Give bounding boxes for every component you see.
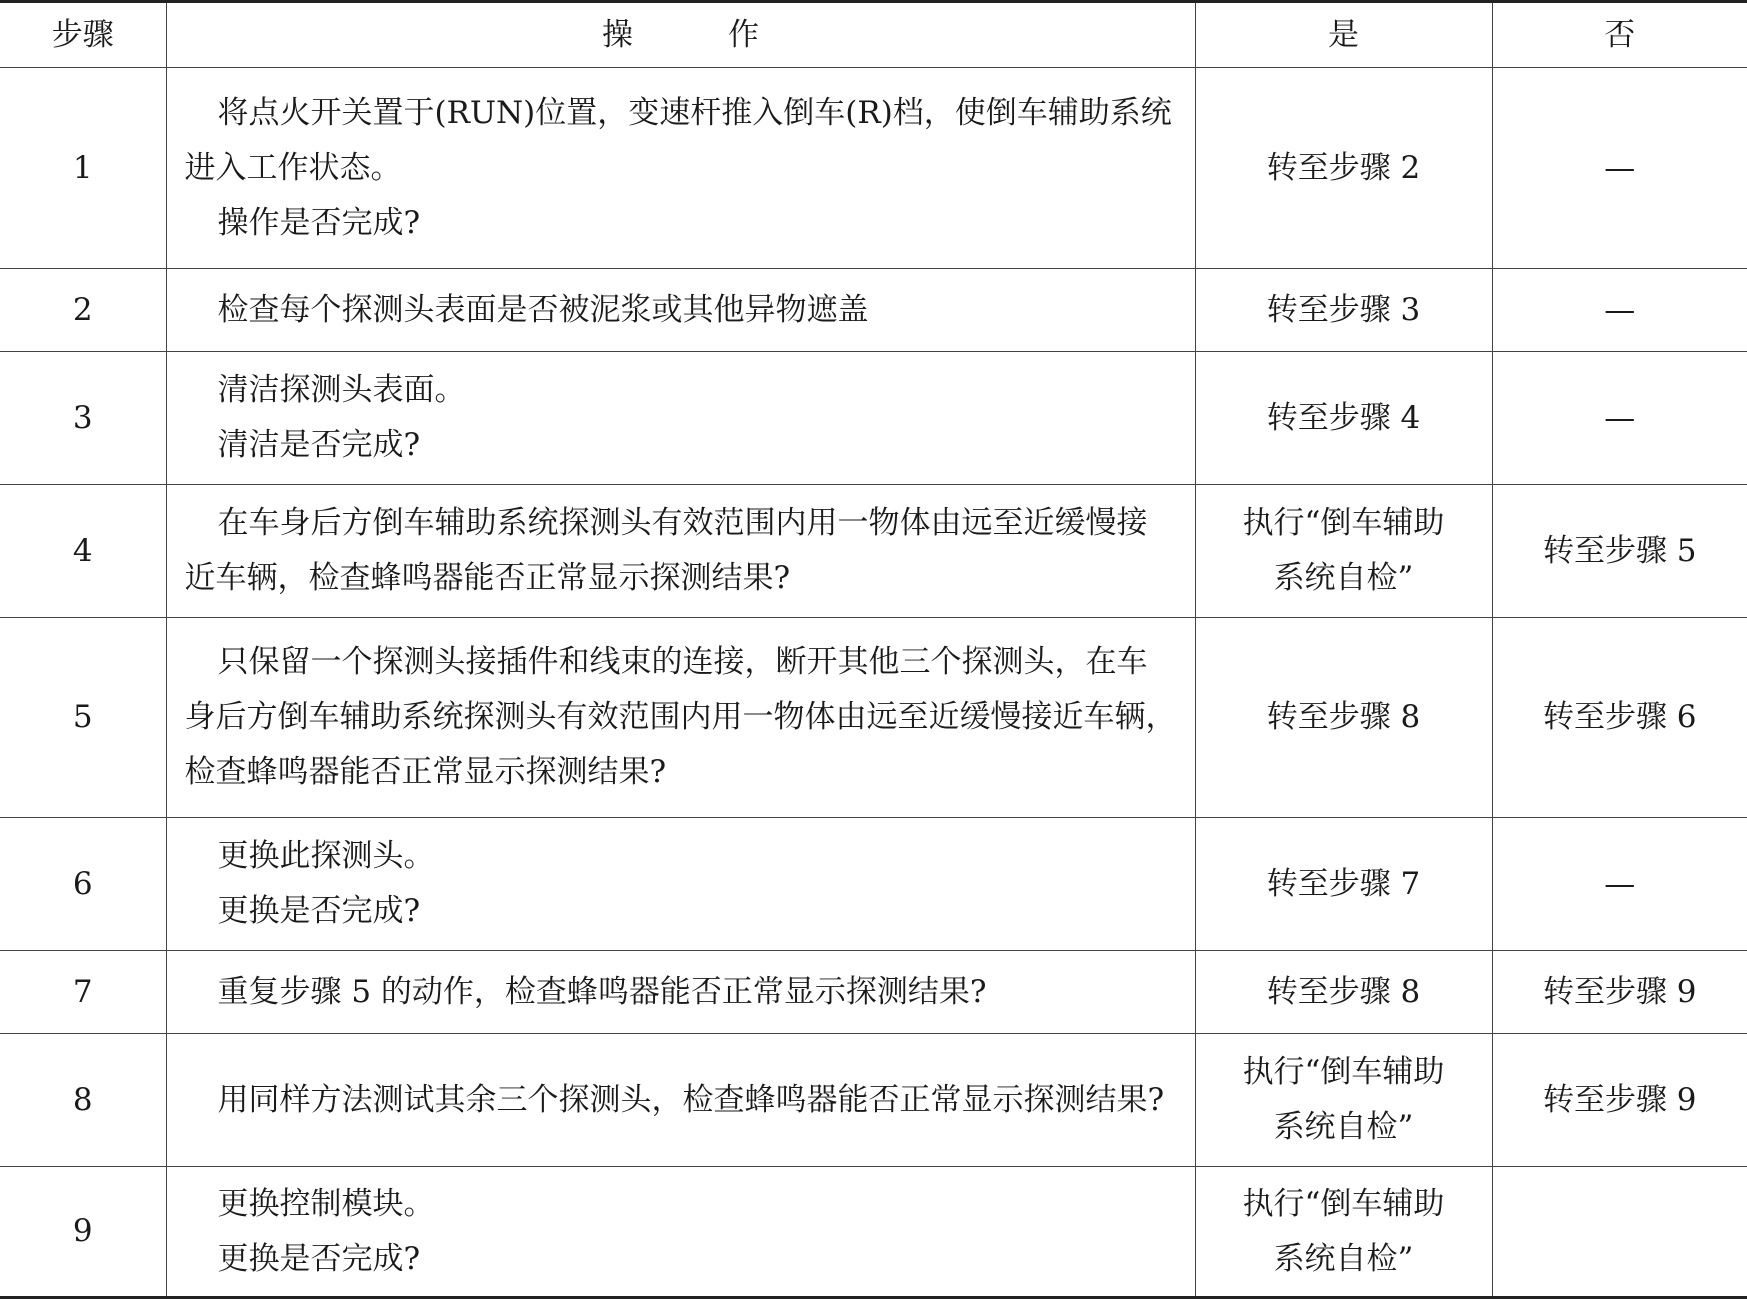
table-row	[0, 818, 1747, 951]
no-text: 转至步骤 6	[1493, 690, 1747, 745]
operation-text: 将点火开关置于(RUN)位置，变速杆推入倒车(R)档，使倒车辅助系统进入工作状态。	[185, 86, 1177, 196]
operation-text: 清洁是否完成?	[185, 418, 1177, 473]
header-operation	[166, 2, 1195, 68]
yes-text: 转至步骤 7	[1196, 857, 1492, 912]
yes-cell	[1195, 68, 1492, 269]
step-number: 5	[0, 618, 166, 818]
header-operation-char-2: 作	[728, 8, 759, 63]
no-text: 转至步骤 9	[1493, 965, 1747, 1020]
table-row	[0, 352, 1747, 485]
operation-text: 更换是否完成?	[185, 884, 1177, 939]
table-row	[0, 485, 1747, 618]
operation-text: 用同样方法测试其余三个探测头，检查蜂鸣器能否正常显示探测结果?	[185, 1073, 1177, 1128]
table-row	[0, 1034, 1747, 1167]
yes-text: 转至步骤 3	[1196, 283, 1492, 338]
operation-cell	[166, 269, 1195, 352]
no-text: —	[1493, 857, 1747, 912]
table-row	[0, 269, 1747, 352]
no-text: —	[1493, 391, 1747, 446]
operation-text: 重复步骤 5 的动作，检查蜂鸣器能否正常显示探测结果?	[185, 965, 1177, 1020]
step-number: 7	[0, 951, 166, 1034]
header-no: 否	[1492, 2, 1747, 68]
yes-text: 执行“倒车辅助	[1196, 1045, 1492, 1100]
step-number: 8	[0, 1034, 166, 1167]
yes-text: 转至步骤 2	[1196, 141, 1492, 196]
no-text: 转至步骤 5	[1493, 524, 1747, 579]
table-row	[0, 1167, 1747, 1298]
operation-text: 检查每个探测头表面是否被泥浆或其他异物遮盖	[185, 283, 1177, 338]
yes-cell	[1195, 269, 1492, 352]
no-cell	[1492, 1167, 1747, 1298]
yes-cell	[1195, 618, 1492, 818]
step-number: 3	[0, 352, 166, 485]
table-row	[0, 618, 1747, 818]
header-row	[0, 2, 1747, 68]
no-cell	[1492, 1034, 1747, 1167]
operation-cell	[166, 1167, 1195, 1298]
no-cell	[1492, 269, 1747, 352]
yes-text: 系统自检”	[1196, 1100, 1492, 1155]
step-number: 1	[0, 68, 166, 269]
yes-text: 转至步骤 8	[1196, 965, 1492, 1020]
header-step: 步骤	[0, 2, 166, 68]
table-body	[0, 68, 1747, 1298]
table-row	[0, 951, 1747, 1034]
yes-cell	[1195, 951, 1492, 1034]
no-text: 转至步骤 9	[1493, 1073, 1747, 1128]
yes-text: 执行“倒车辅助	[1196, 1177, 1492, 1232]
no-cell	[1492, 618, 1747, 818]
header-operation-char-1: 操	[602, 8, 633, 63]
operation-text: 更换此探测头。	[185, 829, 1177, 884]
no-text: —	[1493, 283, 1747, 338]
yes-text: 系统自检”	[1196, 1232, 1492, 1287]
yes-text: 转至步骤 4	[1196, 391, 1492, 446]
step-number: 9	[0, 1167, 166, 1298]
operation-cell	[166, 68, 1195, 269]
operation-cell	[166, 352, 1195, 485]
operation-text: 在车身后方倒车辅助系统探测头有效范围内用一物体由远至近缓慢接近车辆，检查蜂鸣器能否正常显示探测结果?	[185, 496, 1177, 606]
operation-cell	[166, 485, 1195, 618]
no-cell	[1492, 951, 1747, 1034]
no-text: —	[1493, 141, 1747, 196]
no-cell	[1492, 485, 1747, 618]
header-yes: 是	[1195, 2, 1492, 68]
operation-cell	[166, 1034, 1195, 1167]
step-number: 2	[0, 269, 166, 352]
yes-cell	[1195, 1167, 1492, 1298]
yes-text: 执行“倒车辅助	[1196, 496, 1492, 551]
operation-text: 只保留一个探测头接插件和线束的连接，断开其他三个探测头，在车身后方倒车辅助系统探测头有效范围内用一物体由远至近缓慢接近车辆，检查蜂鸣器能否正常显示探测结果?	[185, 635, 1177, 800]
no-cell	[1492, 352, 1747, 485]
step-number: 6	[0, 818, 166, 951]
operation-text: 更换是否完成?	[185, 1232, 1177, 1287]
yes-cell	[1195, 818, 1492, 951]
no-cell	[1492, 818, 1747, 951]
operation-cell	[166, 818, 1195, 951]
yes-text: 转至步骤 8	[1196, 690, 1492, 745]
operation-cell	[166, 618, 1195, 818]
yes-cell	[1195, 1034, 1492, 1167]
operation-text: 操作是否完成?	[185, 196, 1177, 251]
yes-cell	[1195, 485, 1492, 618]
yes-cell	[1195, 352, 1492, 485]
table-row	[0, 68, 1747, 269]
operation-text: 清洁探测头表面。	[185, 363, 1177, 418]
operation-cell	[166, 951, 1195, 1034]
step-number: 4	[0, 485, 166, 618]
operation-text: 更换控制模块。	[185, 1177, 1177, 1232]
yes-text: 系统自检”	[1196, 551, 1492, 606]
no-cell	[1492, 68, 1747, 269]
